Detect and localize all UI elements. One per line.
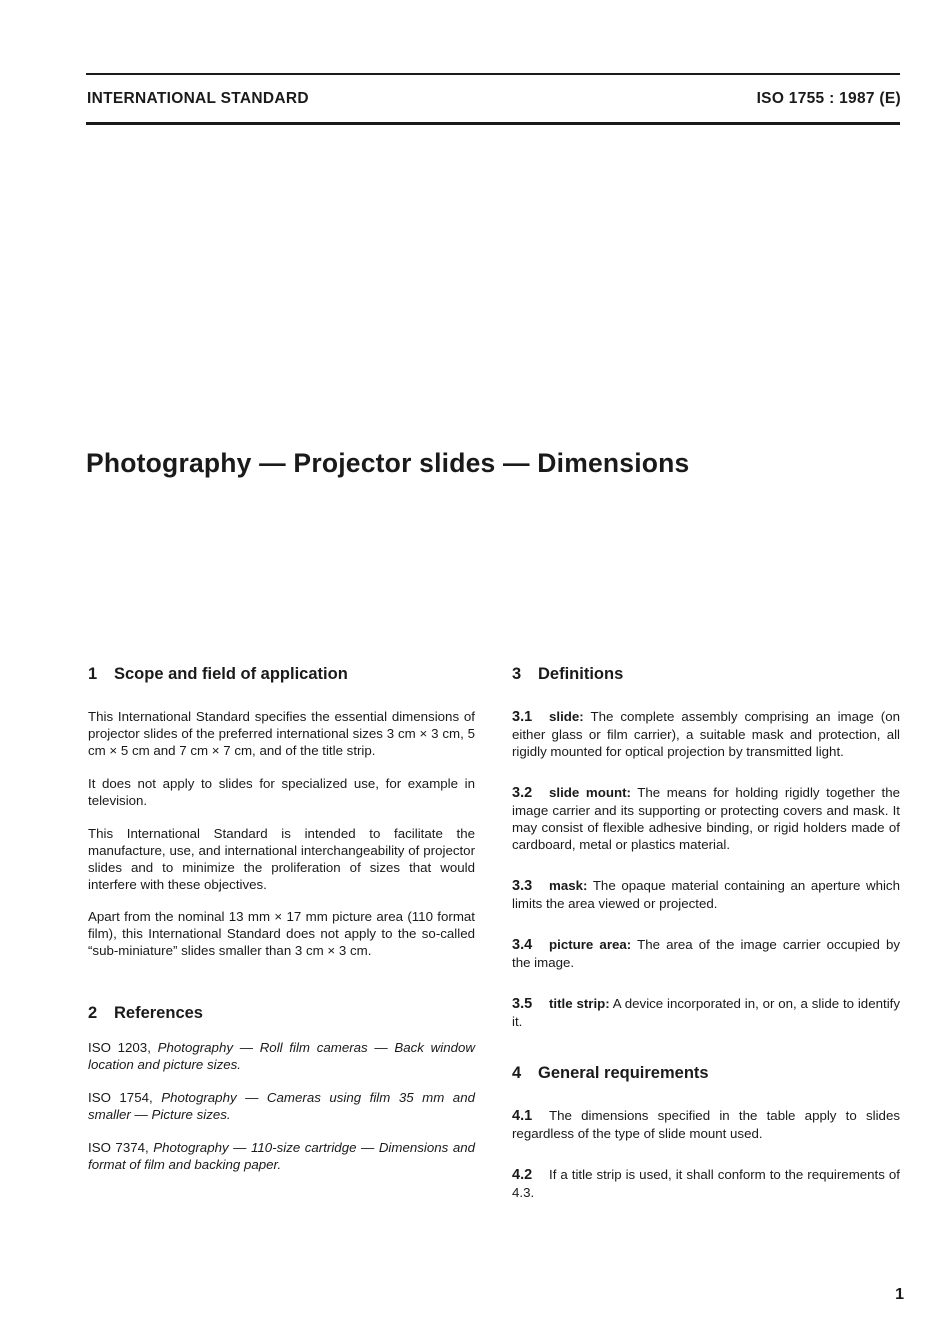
section-1-paragraph: It does not apply to slides for specialized use, for example in television. bbox=[88, 776, 475, 808]
left-column bbox=[88, 664, 475, 1173]
definition-item: 3.5 title strip: A device incorporated in, or on, a slide to identify it. bbox=[512, 996, 900, 1029]
section-1-paragraph: This International Standard specifies the essential dimensions of projector slides of the preferred international sizes 3 cm × 3 cm, 5 cm × 5 cm and 7 cm × 7 cm, and of the title strip. bbox=[88, 709, 475, 758]
section-1-paragraph: Apart from the nominal 13 mm × 17 mm picture area (110 format film), this International Standard does not apply to the so-called “sub-miniature” slides smaller than 3 cm × 3 cm. bbox=[88, 909, 475, 958]
reference-item: ISO 1754, Photography — Cameras using film 35 mm and smaller — Picture sizes. bbox=[88, 1090, 475, 1122]
header-doc-type: INTERNATIONAL STANDARD bbox=[87, 90, 309, 107]
section-2-heading: 2 References bbox=[88, 1004, 203, 1022]
definition-item: 3.1 slide: The complete assembly comprising an image (on either glass or film carrier), a suitable mask and protection, all rigidly mounted for optical projection by transmitted light. bbox=[512, 709, 900, 759]
definition-item: 3.3 mask: The opaque material containing an aperture which limits the area viewed or projected. bbox=[512, 878, 900, 911]
reference-item: ISO 7374, Photography — 110-size cartridge — Dimensions and format of film and backing paper. bbox=[88, 1140, 475, 1172]
section-1-paragraph: This International Standard is intended to facilitate the manufacture, use, and international interchangeability of projector slides and to minimize the proliferation of sizes that would interfere with these objectives. bbox=[88, 826, 475, 892]
header-top-rule bbox=[86, 73, 900, 75]
requirement-item: 4.1 The dimensions specified in the table apply to slides regardless of the type of slide mount used. bbox=[512, 1108, 900, 1141]
section-1-heading: 1 Scope and field of application bbox=[88, 665, 348, 683]
page-number: 1 bbox=[895, 1286, 904, 1303]
reference-item: ISO 1203, Photography — Roll film cameras — Back window location and picture sizes. bbox=[88, 1040, 475, 1072]
header-bottom-rule bbox=[86, 122, 900, 125]
section-4-heading: 4 General requirements bbox=[512, 1064, 709, 1082]
requirement-item: 4.2 If a title strip is used, it shall conform to the requirements of 4.3. bbox=[512, 1167, 900, 1200]
definition-item: 3.2 slide mount: The means for holding rigidly together the image carrier and its supporting or protecting covers and mask. It may consist of flexible adhesive binding, or rigid holders made of cardboard, metal or plastics material. bbox=[512, 785, 900, 852]
right-column bbox=[512, 664, 900, 1201]
section-3-heading: 3 Definitions bbox=[512, 665, 624, 683]
page-title: Photography — Projector slides — Dimensions bbox=[86, 448, 690, 478]
definition-item: 3.4 picture area: The area of the image carrier occupied by the image. bbox=[512, 937, 900, 970]
header-doc-number: ISO 1755 : 1987 (E) bbox=[756, 90, 901, 107]
